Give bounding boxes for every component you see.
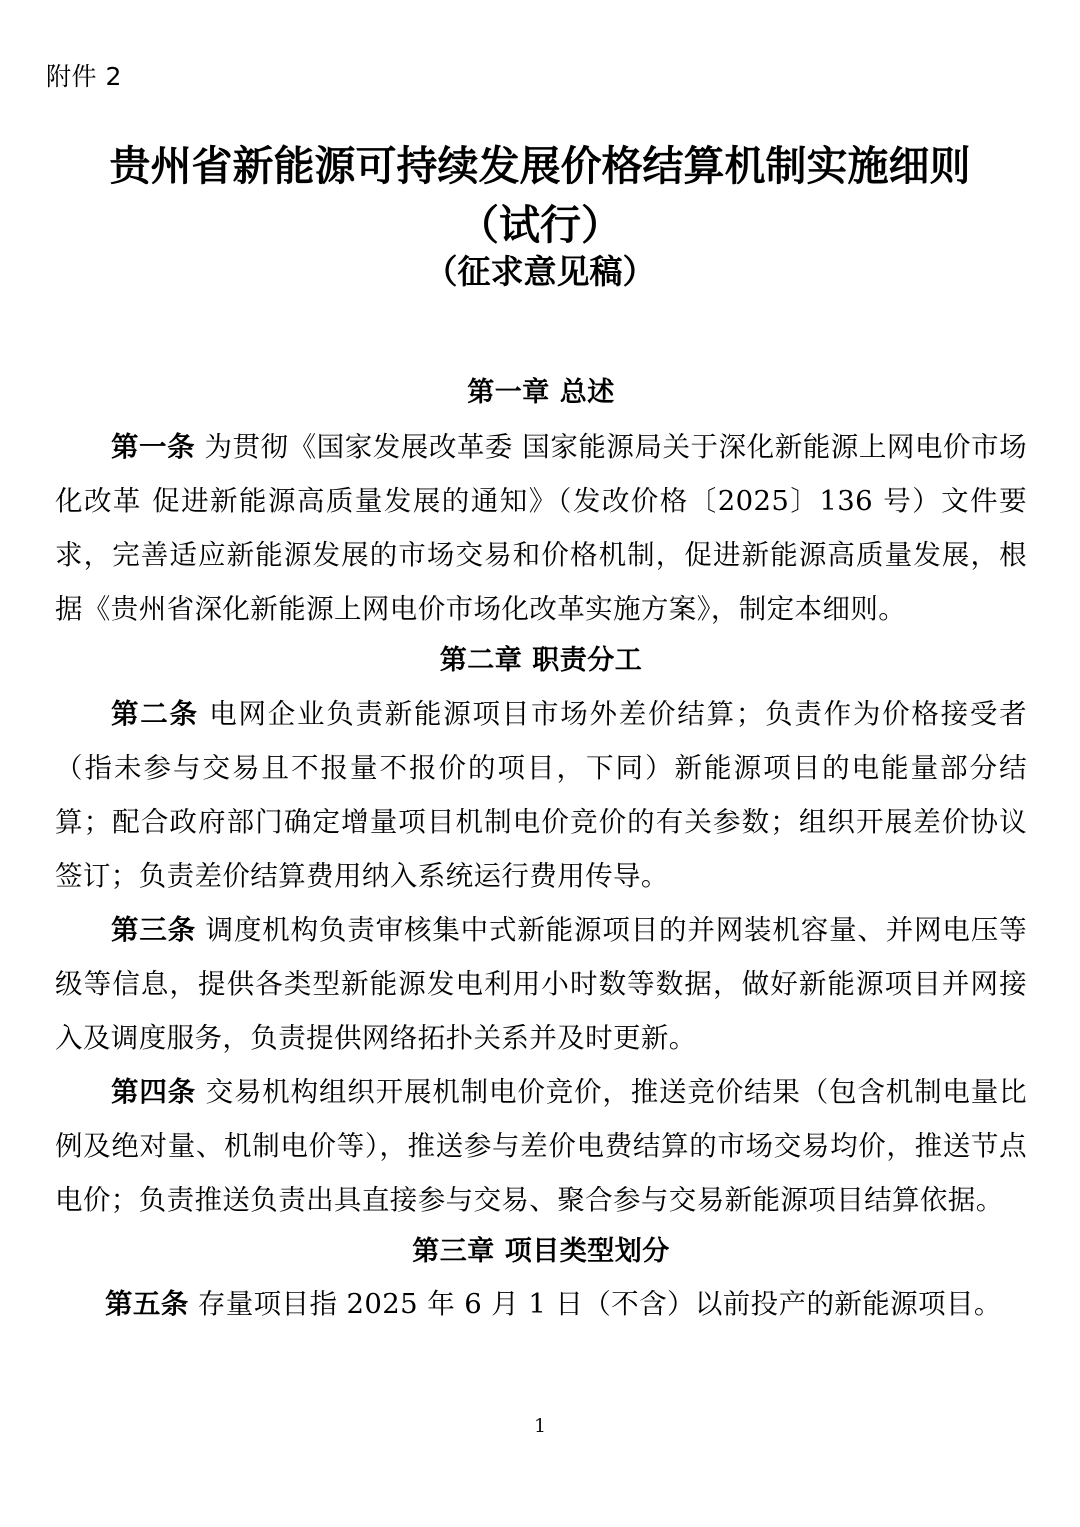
article-paragraph	[55, 418, 1027, 636]
article-text: 为贯彻《国家发展改革委 国家能源局关于深化新能源上网电价市场化改革 促进新能源高质量发展的通知》（发改价格〔2025〕136 号）文件要求，完善适应新能源发展的市场交易和价格机制，促进新能源高质量发展，根据《贵州省深化新能源上网电价市场化改革实施方案》，制定本细则。	[55, 431, 1027, 625]
article-number: 第四条	[111, 1076, 197, 1108]
article-number: 第五条	[105, 1288, 189, 1320]
article-number: 第三条	[111, 914, 197, 946]
page-title: 贵州省新能源可持续发展价格结算机制实施细则（试行）	[109, 142, 971, 249]
article-number: 第一条	[111, 431, 196, 463]
article-text: 调度机构负责审核集中式新能源项目的并网装机容量、并网电压等级等信息，提供各类型新能源发电利用小时数等数据，做好新能源项目并网接入及调度服务，负责提供网络拓扑关系并及时更新。	[55, 914, 1027, 1054]
chapter-heading-1: 第一章 总述	[467, 377, 615, 408]
article-number: 第二条	[111, 698, 199, 730]
attachment-label: 附件 2	[46, 62, 122, 91]
article-paragraph	[55, 1065, 1027, 1227]
article-text: 交易机构组织开展机制电价竞价，推送竞价结果（包含机制电量比例及绝对量、机制电价等），推送参与差价电费结算的市场交易均价，推送节点电价；负责推送负责出具直接参与交易、聚合参与交易新能源项目结算依据。	[55, 1076, 1027, 1216]
chapter-heading-2: 第二章 职责分工	[439, 645, 643, 676]
article-text: 存量项目指 2025 年 6 月 1 日（不含）以前投产的新能源项目。	[188, 1288, 1002, 1320]
article-text: 电网企业负责新能源项目市场外差价结算；负责作为价格接受者（指未参与交易且不报量不报价的项目，下同）新能源项目的电能量部分结算；配合政府部门确定增量项目机制电价竞价的有关参数；组织开展差价协议签订；负责差价结算费用纳入系统运行费用传导。	[55, 698, 1027, 892]
document-body	[55, 368, 1027, 1331]
article-paragraph	[55, 686, 1027, 903]
article-paragraph	[55, 1277, 1027, 1331]
article-paragraph	[55, 903, 1027, 1065]
chapter-heading-3: 第三章 项目类型划分	[412, 1236, 670, 1267]
page-number: 1	[533, 1415, 547, 1437]
document-subtitle: （征求意见稿）	[424, 252, 656, 291]
